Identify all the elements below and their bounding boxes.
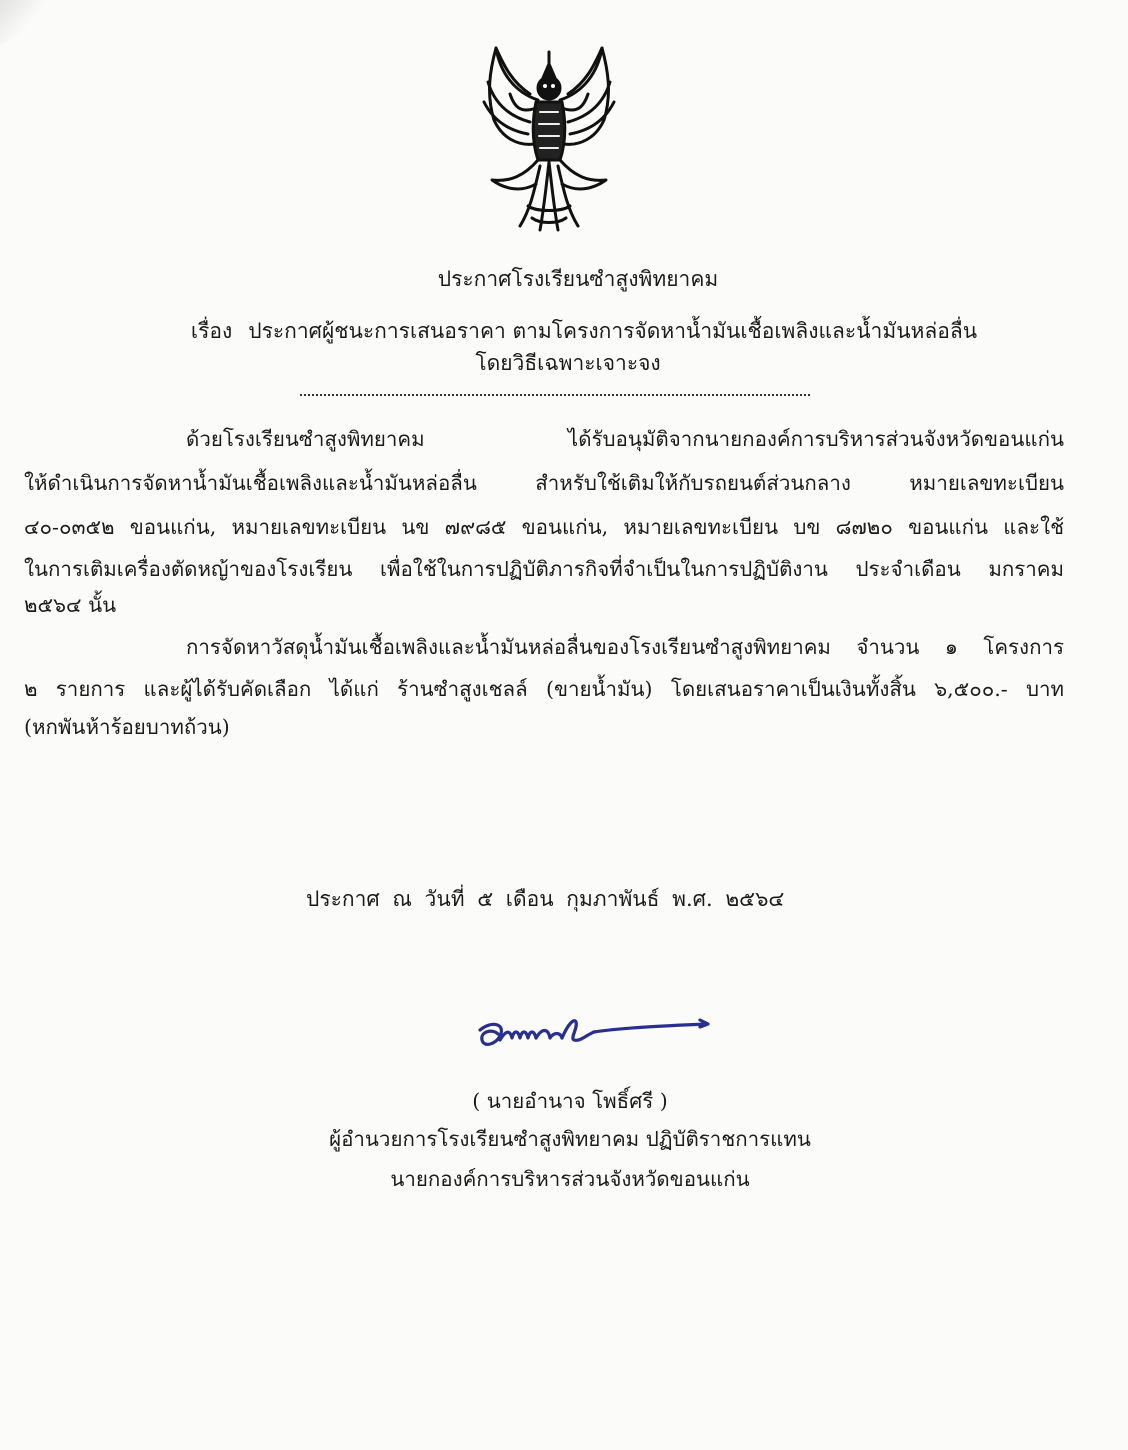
subject-label: เรื่อง [190, 319, 233, 343]
paragraph2-line: การจัดหาวัสดุน้ำมันเชื้อเพลิงและน้ำมันหล่อลื่นของโรงเรียนซำสูงพิทยาคม จำนวน ๑ โครงการ [186, 635, 1064, 659]
paragraph2-line: (หกพันห้าร้อยบาทถ้วน) [24, 715, 230, 739]
paragraph1-line: ๔๐-๐๓๕๒ ขอนแก่น, หมายเลขทะเบียน นข ๗๙๘๕ ขอนแก่น, หมายเลขทะเบียน บข ๘๗๒๐ ขอนแก่น และใช้ [24, 515, 1064, 539]
procurement-method: โดยวิธีเฉพาะเจาะจง [475, 351, 661, 375]
garuda-emblem-icon [474, 42, 624, 234]
handwritten-signature-icon [470, 1010, 720, 1070]
signer-position-secondary: นายกองค์การบริหารส่วนจังหวัดขอนแก่น [390, 1167, 750, 1191]
paragraph2-line: ๒ รายการ และผู้ได้รับคัดเลือก ได้แก่ ร้านซำสูงเชลล์ (ขายน้ำมัน) โดยเสนอราคาเป็นเงินทั้งสิ้น ๖,๕๐๐.- บาท [24, 677, 1064, 701]
announcement-subject-line [20, 316, 1128, 346]
paragraph1-line: ในการเติมเครื่องตัดหญ้าของโรงเรียน เพื่อใช้ในการปฏิบัติภารกิจที่จำเป็นในการปฏิบัติงาน ประจำเดือน มกราคม [24, 557, 1064, 581]
dotted-divider [300, 392, 810, 396]
paragraph1-line: ๒๕๖๔ นั้น [24, 593, 117, 617]
paragraph1-line: ให้ดำเนินการจัดหาน้ำมันเชื้อเพลิงและน้ำมันหล่อลื่น สำหรับใช้เติมให้กับรถยนต์ส่วนกลาง หมายเลขทะเบียน [24, 471, 1064, 495]
scan-corner-shadow [0, 0, 89, 54]
subject-text: ประกาศผู้ชนะการเสนอราคา ตามโครงการจัดหาน้ำมันเชื้อเพลิงและน้ำมันหล่อลื่น [248, 319, 978, 343]
signer-position: ผู้อำนวยการโรงเรียนซำสูงพิทยาคม ปฏิบัติราชการแทน [329, 1127, 811, 1151]
signer-name: ( นายอำนาจ โพธิ์ศรี ) [472, 1089, 668, 1113]
paragraph1-line: ด้วยโรงเรียนซำสูงพิทยาคม ได้รับอนุมัติจากนายกองค์การบริหารส่วนจังหวัดขอนแก่น [186, 427, 1064, 451]
announcement-title: ประกาศโรงเรียนซำสูงพิทยาคม [437, 267, 719, 291]
announcement-date: ประกาศ ณ วันที่ ๕ เดือน กุมภาพันธ์ พ.ศ. ๒๕๖๔ [306, 887, 785, 911]
